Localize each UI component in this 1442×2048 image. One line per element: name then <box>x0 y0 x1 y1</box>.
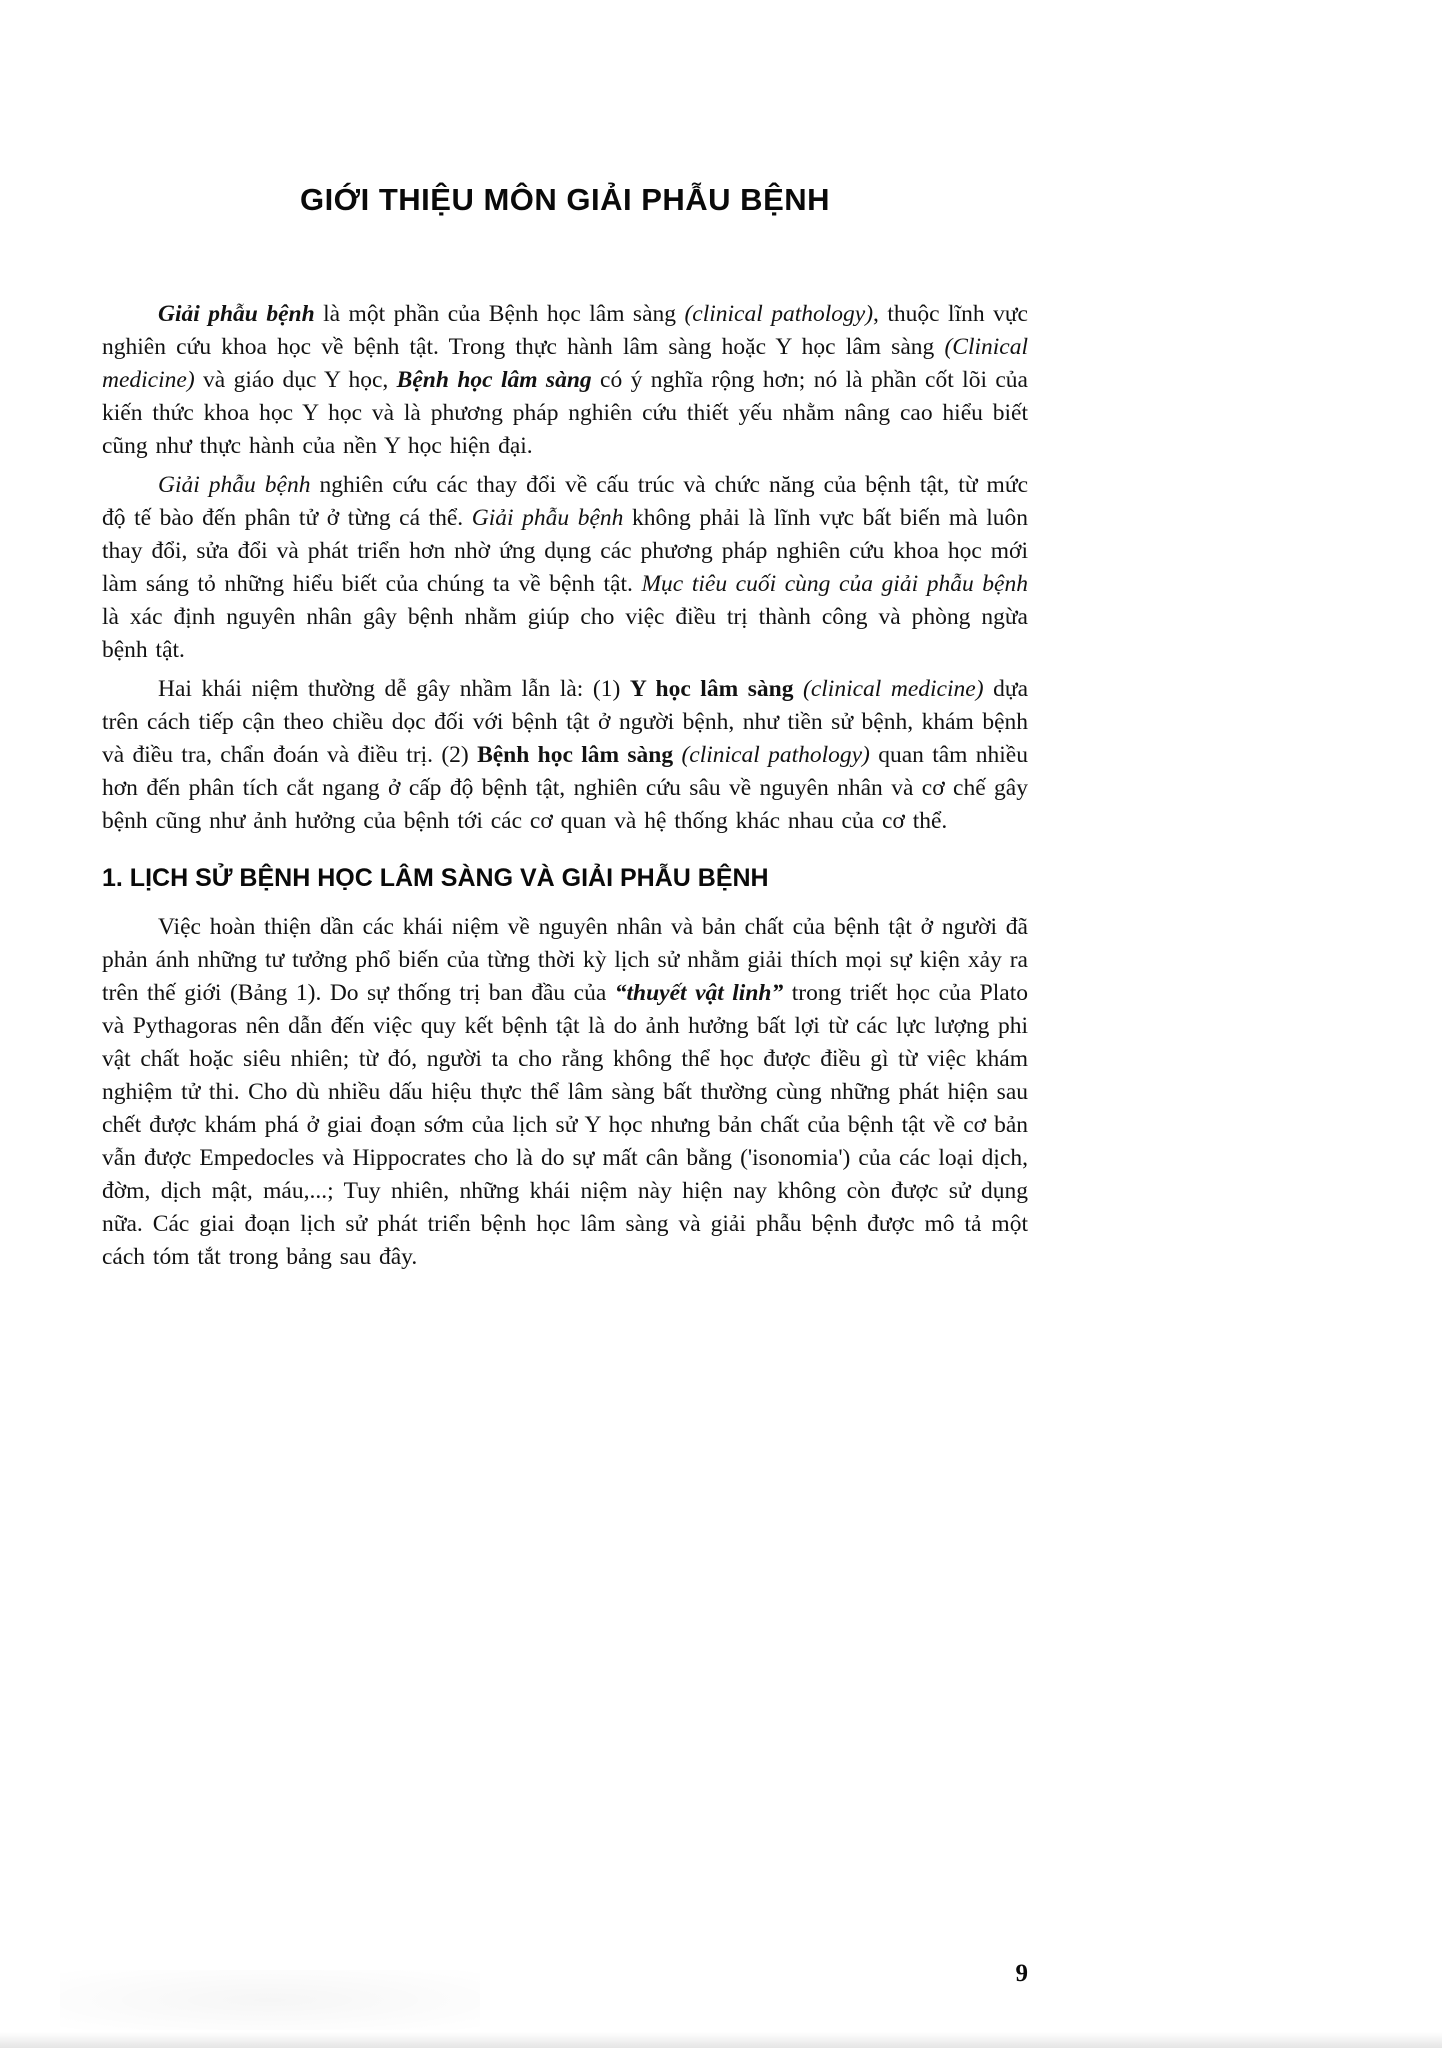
paragraph-intro-3: Hai khái niệm thường dễ gây nhầm lẫn là: (1) Y học lâm sàng (clinical medicine) dựa trên cách tiếp cận theo chiều dọc đối với bệnh tật ở người bệnh, như tiền sử bệnh, khám bệnh và điều tra, chẩn đoán và điều trị. (2) Bệnh học lâm sàng (clinical pathology) quan tâm nhiều hơn đến phân tích cắt ngang ở cấp độ bệnh tật, nghiên cứu sâu về nguyên nhân và cơ chế gây bệnh cũng như ảnh hưởng của bệnh tới các cơ quan và hệ thống khác nhau của cơ thể. <box>102 676 1029 834</box>
text-column <box>102 0 1028 1280</box>
page-number: 9 <box>1015 1960 1028 1987</box>
paragraph-history-1: Việc hoàn thiện dần các khái niệm về nguyên nhân và bản chất của bệnh tật ở người đã phản ánh những tư tưởng phổ biến của từng thời kỳ lịch sử nhằm giải thích mọi sự kiện xảy ra trên thế giới (Bảng 1). Do sự thống trị ban đầu của “thuyết vật linh” trong triết học của Plato và Pythagoras nên dẫn đến việc quy kết bệnh tật là do ảnh hưởng bất lợi từ các lực lượng phi vật chất hoặc siêu nhiên; từ đó, người ta cho rằng không thể học được điều gì từ việc khám nghiệm tử thi. Cho dù nhiều dấu hiệu thực thể lâm sàng bất thường cùng những phát hiện sau chết được khám phá ở giai đoạn sớm của lịch sử Y học nhưng bản chất của bệnh tật về cơ bản vẫn được Empedocles và Hippocrates cho là do sự mất cân bằng ('isonomia') của các loại dịch, đờm, dịch mật, máu,...; Tuy nhiên, những khái niệm này hiện nay không còn được sử dụng nữa. Các giai đoạn lịch sử phát triển bệnh học lâm sàng và giải phẫu bệnh được mô tả một cách tóm tắt trong bảng sau đây. <box>102 914 1028 1270</box>
section-heading-history: 1. LỊCH SỬ BỆNH HỌC LÂM SÀNG VÀ GIẢI PHẪU BỆNH <box>102 864 769 892</box>
page-title: GIỚI THIỆU MÔN GIẢI PHẪU BỆNH <box>299 182 831 217</box>
scan-artifact-bottom-edge <box>0 2032 1442 2048</box>
paragraph-intro-2: Giải phẫu bệnh nghiên cứu các thay đổi về cấu trúc và chức năng của bệnh tật, từ mức độ tế bào đến phân tử ở từng cá thể. Giải phẫu bệnh không phải là lĩnh vực bất biến mà luôn thay đổi, sửa đổi và phát triển hơn nhờ ứng dụng các phương pháp nghiên cứu khoa học mới làm sáng tỏ những hiểu biết của chúng ta về bệnh tật. Mục tiêu cuối cùng của giải phẫu bệnh là xác định nguyên nhân gây bệnh nhằm giúp cho việc điều trị thành công và phòng ngừa bệnh tật. <box>102 472 1029 663</box>
paragraph-intro-1: Giải phẫu bệnh là một phần của Bệnh học lâm sàng (clinical pathology), thuộc lĩnh vực nghiên cứu khoa học về bệnh tật. Trong thực hành lâm sàng hoặc Y học lâm sàng (Clinical medicine) và giáo dục Y học, Bệnh học lâm sàng có ý nghĩa rộng hơn; nó là phần cốt lõi của kiến thức khoa học Y học và là phương pháp nghiên cứu thiết yếu nhằm nâng cao hiểu biết cũng như thực hành của nền Y học hiện đại. <box>102 301 1028 459</box>
